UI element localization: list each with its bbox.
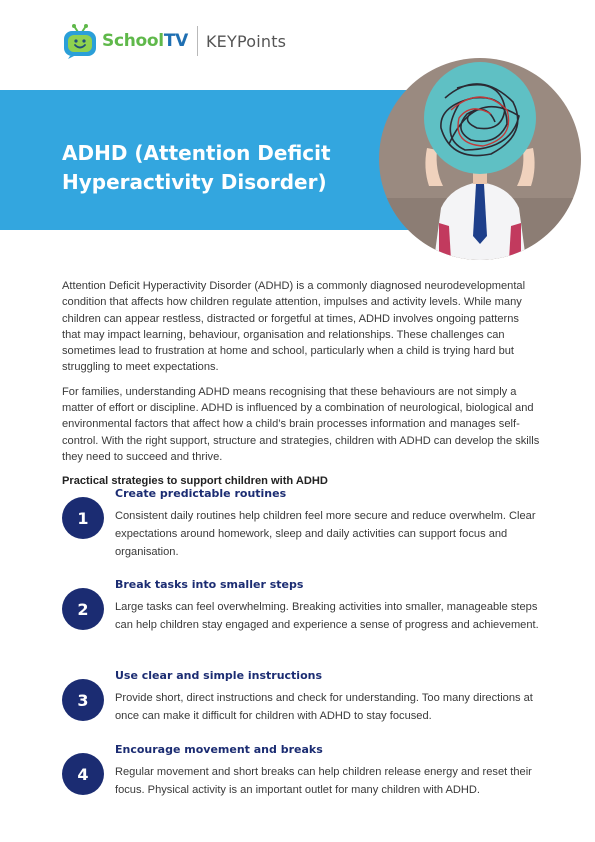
page-title: ADHD (Attention Deficit Hyperactivity Disorder) bbox=[62, 141, 331, 194]
strategies-heading: Practical strategies to support children with ADHD bbox=[62, 475, 328, 488]
schooltv-logo bbox=[62, 22, 286, 60]
step-number-badge: 1 bbox=[62, 497, 104, 539]
child-holding-scribble-photo bbox=[379, 58, 581, 260]
tv-smiley-icon bbox=[62, 23, 98, 59]
strategy-title: Break tasks into smaller steps bbox=[115, 578, 304, 591]
logo-divider bbox=[197, 26, 198, 56]
step-number-badge: 2 bbox=[62, 588, 104, 630]
strategy-title: Create predictable routines bbox=[115, 487, 287, 500]
strategy-title: Use clear and simple instructions bbox=[115, 669, 323, 682]
brand-name: SchoolTV bbox=[102, 31, 188, 51]
strategy-body: Large tasks can feel overwhelming. Breaking activities into smaller, manageable steps can help children stay engaged and experience a sense of progress and achievement. bbox=[115, 601, 539, 632]
strategy-body: Consistent daily routines help children feel more secure and reduce overwhelm. Clear expectations around homework, sleep and daily activities can support focus and organisation. bbox=[115, 510, 536, 559]
intro-section bbox=[62, 278, 540, 498]
intro-paragraph: For families, understanding ADHD means recognising that these behaviours are not simply a matter of effort or discipline. ADHD is influenced by a combination of neurological, biological and environmental factors that affect how a child’s brain processes information and manages self-control. With the right support, structure and strategies, children with ADHD can develop the skills they need to succeed and thrive. bbox=[62, 385, 540, 463]
step-number-badge: 4 bbox=[62, 753, 104, 795]
step-number-badge: 3 bbox=[62, 679, 104, 721]
strategy-body: Provide short, direct instructions and check for understanding. Too many directions at once can make it difficult for children with ADHD to stay focused. bbox=[115, 692, 533, 723]
section-label: KEYPoints bbox=[205, 31, 287, 51]
strategy-body: Regular movement and short breaks can help children release energy and reset their focus. Physical activity is an important outlet for many children with ADHD. bbox=[115, 766, 532, 797]
intro-paragraph: Attention Deficit Hyperactivity Disorder (ADHD) is a commonly diagnosed neurodevelopmental condition that affects how children regulate attention, impulses and activity levels. While many children can appear restless, distracted or forgetful at times, ADHD involves ongoing patterns that may impact learning, behaviour, organisation and relationships. These challenges can sometimes lead to frustration at home and school, particularly when a child is trying hard but struggling to meet expectations. bbox=[62, 280, 526, 374]
strategy-title: Encourage movement and breaks bbox=[115, 743, 323, 756]
